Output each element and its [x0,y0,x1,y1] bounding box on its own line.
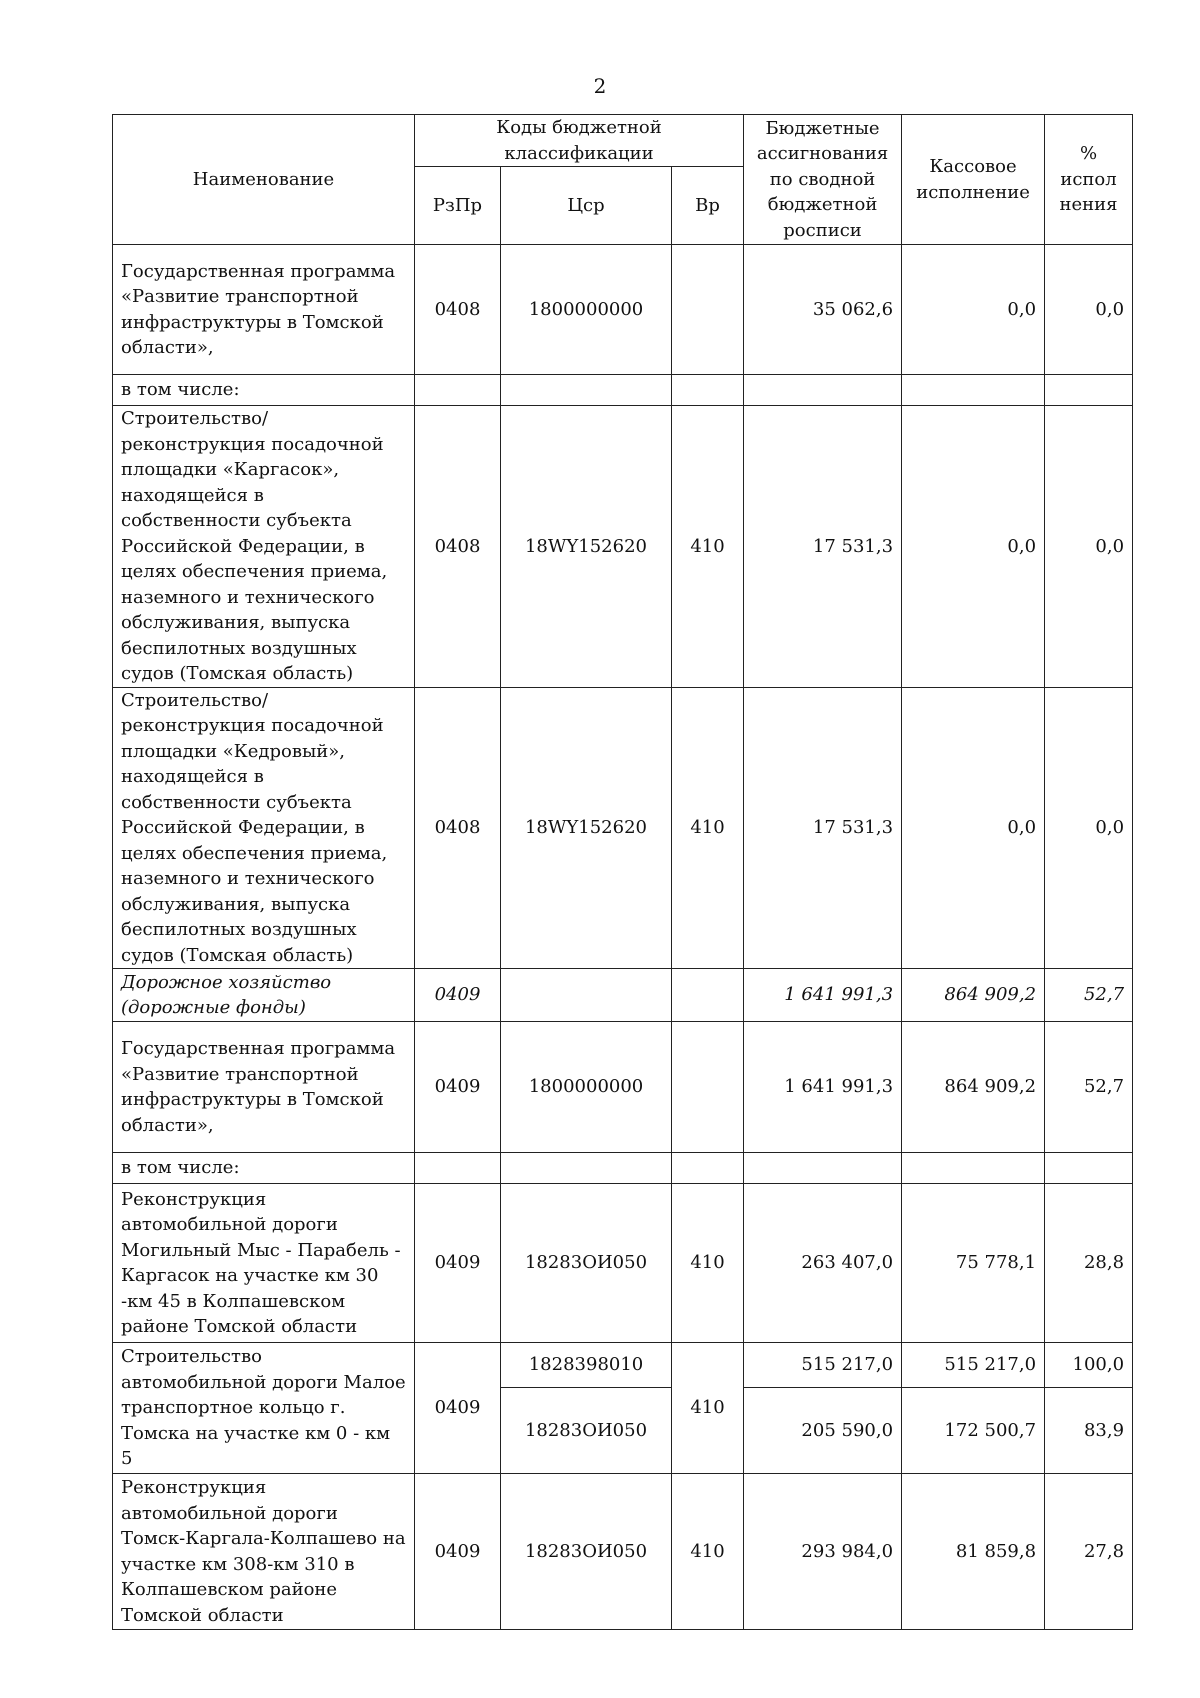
header-cash: Кассовое исполнение [902,115,1045,245]
row-appropriations: 17 531,3 [744,687,902,969]
row-rzpr: 0409 [415,969,501,1022]
table-row [113,1184,1133,1343]
row-percent: 100,0 [1045,1343,1133,1388]
row-name: Строительство/реконструкция посадочной площадки «Кедровый», находящейся в собственности субъекта Российской Федерации, в целях обеспечения приема, наземного и технического обслуживания, выпуска беспилотных воздушных судов (Томская область) [113,687,415,969]
row-rzpr: 0409 [415,1184,501,1343]
row-appropriations: 1 641 991,3 [744,969,902,1022]
table-row [113,687,1133,969]
header-vr: Вр [672,167,744,245]
row-percent: 0,0 [1045,245,1133,375]
row-name: в том числе: [113,1153,415,1184]
row-rzpr: 0409 [415,1474,501,1630]
row-appropriations: 205 590,0 [744,1388,902,1474]
row-vr: 410 [672,1343,744,1474]
row-rzpr: 0408 [415,245,501,375]
row-cash: 864 909,2 [902,1022,1045,1153]
header-rzpr: РзПр [415,167,501,245]
row-cash: 81 859,8 [902,1474,1045,1630]
row-cash: 864 909,2 [902,969,1045,1022]
row-rzpr: 0408 [415,687,501,969]
table-row [113,245,1133,375]
row-appropriations: 17 531,3 [744,406,902,688]
row-vr: 410 [672,1184,744,1343]
row-csr: 18283ОИ050 [501,1388,672,1474]
table-row [113,406,1133,688]
row-vr [672,245,744,375]
row-rzpr: 0408 [415,406,501,688]
table-row [113,1474,1133,1630]
row-appropriations: 35 062,6 [744,245,902,375]
row-name: Государственная программа «Развитие транспортной инфраструктуры в Томской области», [113,245,415,375]
row-cash: 0,0 [902,406,1045,688]
page-number: 2 [593,74,607,98]
header-codes: Коды бюджетной классификации [415,115,744,167]
table-row [113,969,1133,1022]
row-appropriations: 263 407,0 [744,1184,902,1343]
row-appropriations: 515 217,0 [744,1343,902,1388]
table-row [113,375,1133,406]
table-row [113,1343,1133,1388]
row-cash: 515 217,0 [902,1343,1045,1388]
row-percent: 28,8 [1045,1184,1133,1343]
row-csr: 1800000000 [501,245,672,375]
row-rzpr: 0409 [415,1343,501,1474]
row-vr [672,1022,744,1153]
header-name: Наименование [113,115,415,245]
budget-table [112,114,1133,1630]
row-name: Строительство автомобильной дороги Малое транспортное кольцо г. Томска на участке км 0 - км 5 [113,1343,415,1474]
row-cash: 172 500,7 [902,1388,1045,1474]
row-csr: 18283ОИ050 [501,1184,672,1343]
row-vr: 410 [672,1474,744,1630]
row-name: Реконструкция автомобильной дороги Могильный Мыс - Парабель - Каргасок на участке км 30 -км 45 в Колпашевском районе Томской области [113,1184,415,1343]
row-percent: 0,0 [1045,687,1133,969]
row-rzpr: 0409 [415,1022,501,1153]
row-csr [501,969,672,1022]
row-percent: 83,9 [1045,1388,1133,1474]
row-name: в том числе: [113,375,415,406]
row-csr: 1828398010 [501,1343,672,1388]
row-appropriations: 1 641 991,3 [744,1022,902,1153]
row-vr [672,969,744,1022]
table-row [113,1022,1133,1153]
table-row [113,1153,1133,1184]
row-percent: 0,0 [1045,406,1133,688]
row-csr: 1800000000 [501,1022,672,1153]
row-cash: 0,0 [902,245,1045,375]
row-cash: 0,0 [902,687,1045,969]
row-percent: 27,8 [1045,1474,1133,1630]
row-csr: 18WY152620 [501,687,672,969]
row-name: Реконструкция автомобильной дороги Томск-Каргала-Колпашево на участке км 308-км 310 в Колпашевском районе Томской области [113,1474,415,1630]
row-percent: 52,7 [1045,969,1133,1022]
row-name: Государственная программа «Развитие транспортной инфраструктуры в Томской области», [113,1022,415,1153]
header-appropriations: Бюджетные ассигнования по сводной бюджетной росписи [744,115,902,245]
row-csr: 18283ОИ050 [501,1474,672,1630]
row-cash: 75 778,1 [902,1184,1045,1343]
row-percent: 52,7 [1045,1022,1133,1153]
header-csr: Цср [501,167,672,245]
row-vr: 410 [672,406,744,688]
row-name: Строительство/реконструкция посадочной площадки «Каргасок», находящейся в собственности субъекта Российской Федерации, в целях обеспечения приема, наземного и технического обслуживания, выпуска беспилотных воздушных судов (Томская область) [113,406,415,688]
row-appropriations: 293 984,0 [744,1474,902,1630]
row-vr: 410 [672,687,744,969]
header-percent: % испол нения [1045,115,1133,245]
row-csr: 18WY152620 [501,406,672,688]
row-name: Дорожное хозяйство (дорожные фонды) [113,969,415,1022]
